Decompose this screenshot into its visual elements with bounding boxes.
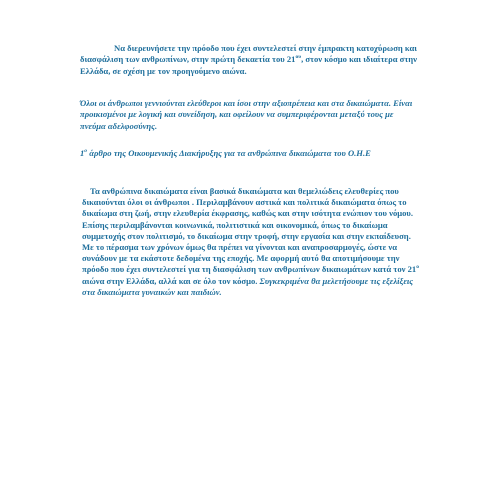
quote-text: Όλοι οι άνθρωποι γεννιούνται ελεύθεροι και ίσοι στην αξιοπρέπεια και στα δικαιώματα. Είναι προικισμένοι με λογική και συνείδηση, και οφείλουν να συμπεριφέρονται μεταξύ τους με πνεύμα αδελφοσύνης. [80,98,413,131]
body-text-part3: Συγκεκριμένα θα μελετήσουμε τις εξελίξεις στα δικαιώματα γυναικών και παιδιών. [82,275,414,297]
assignment-text-end: , στον κόσμο και ιδιαίτερα στην Ελλάδα, σε σχέση με τον προηγούμενο αιώνα. [80,54,418,76]
source-text: άρθρο της Οικουμενικής Διακήρυξης για τα ανθρώπινα δικαιώματα του Ο.Η.Ε [87,148,371,158]
assignment-text: Να διερευνήσετε την πρόοδο που έχει συντελεστεί στην έμπρακτη κατοχύρωση και διασφάλιση των ανθρωπίνων, στην πρώτη δεκαετία του 21 [80,43,417,65]
superscript: ου [295,54,302,61]
body-text-part1: Τα ανθρώπινα δικαιώματα είναι βασικά δικαιώματα και θεμελιώδεις ελευθερίες που δικαιούνται όλοι οι άνθρωποι . Περιλαμβάνουν αστικά και πολιτικά δικαιώματα όπως το δικαίωμα στη ζωή, στην ελευθερία έκφρασης, καθώς και στην ισότητα ενώπιον του νόμου. Επίσης περιλαμβάνονται κοινωνικά, πολιτιστικά και οικονομικά, όπως το δικαίωμα συμμετοχής στον πολιτισμό, το δικαίωμα στην τροφή, στην εργασία και στην εκπαίδευση. Με το πέρασμα των χρόνων όμως θα πρέπει να γίνονται και αναπροσαρμογές, ώστε να συνάδουν με τα εκάστοτε δεδομένα της εποχής. Με αφορμή αυτό θα αποτιμήσουμε την πρόοδο που έχει συντελεστεί για τη διασφάλιση των ανθρωπίνων δικαιωμάτων κατά τον 21 [82,186,417,275]
body-paragraph [82,186,422,298]
declaration-quote [80,98,420,132]
body-text-part2: αιώνα στην Ελλάδα, αλλά και σε όλο τον κόσμο. [82,275,258,286]
assignment-prompt [80,43,420,77]
superscript: ο [416,264,419,271]
superscript: ο [84,148,88,155]
quote-source [80,148,420,159]
article-number: 1 [80,148,85,158]
